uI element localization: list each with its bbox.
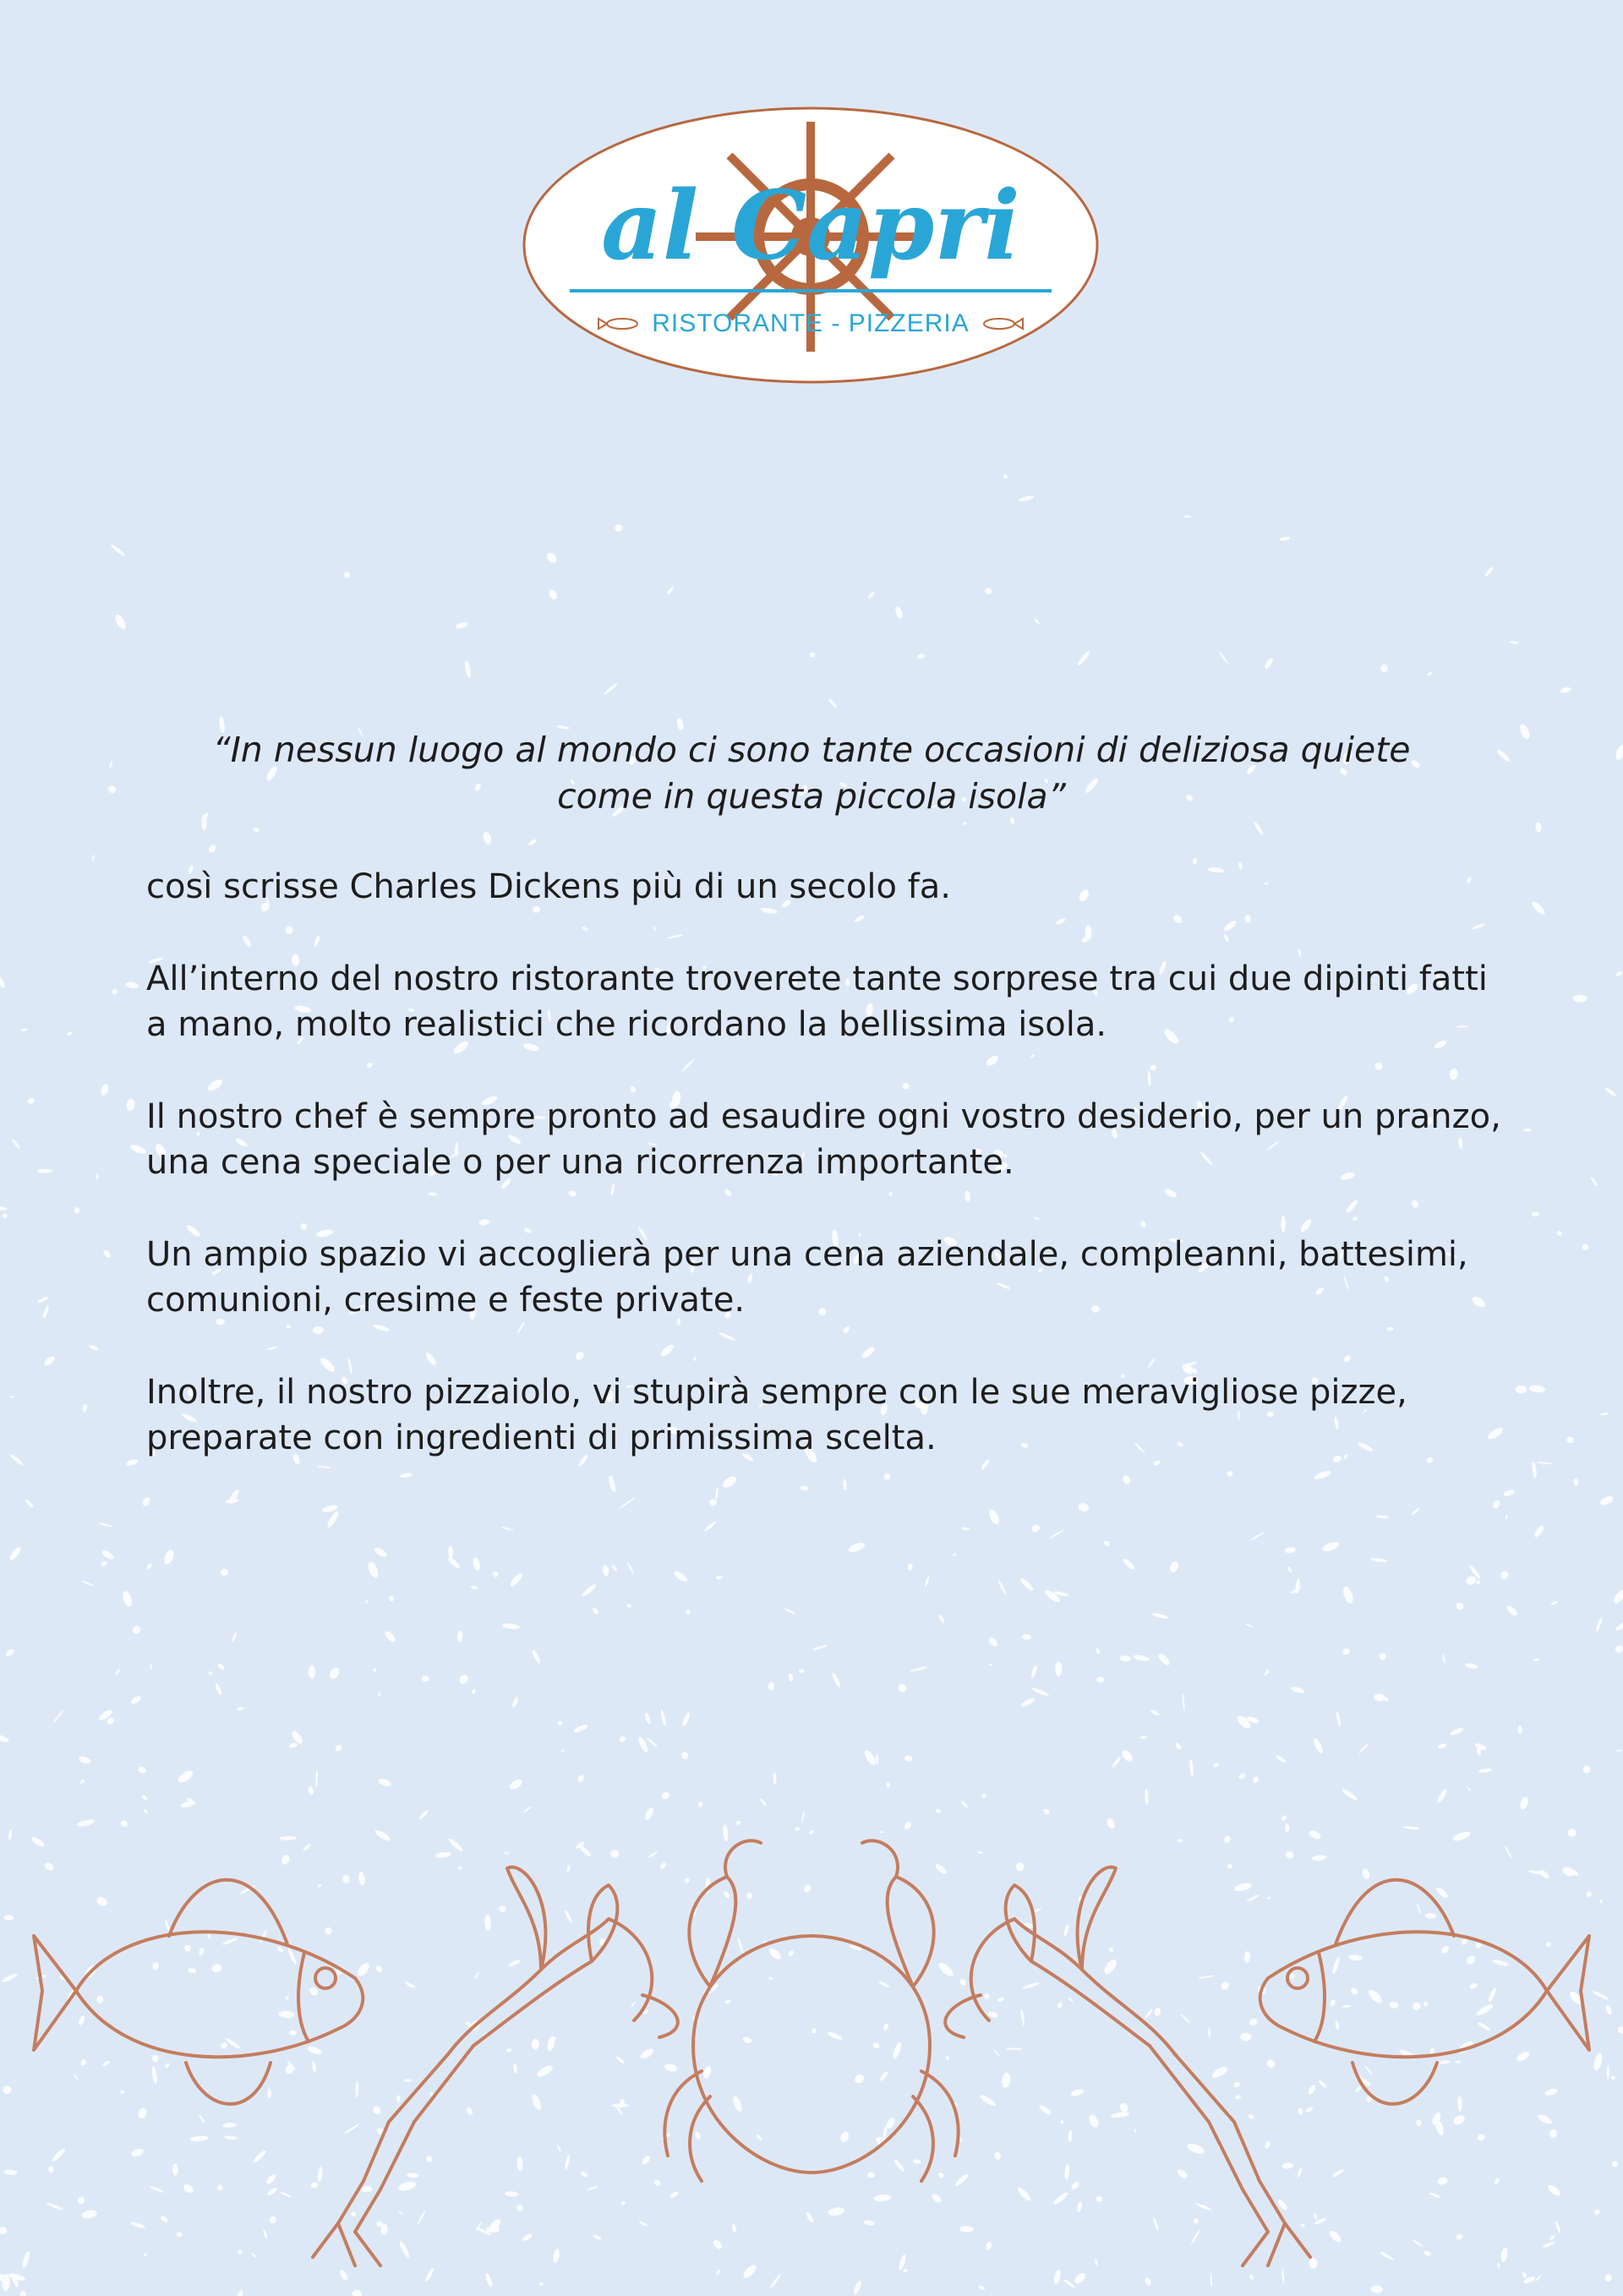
- paragraph: All’interno del nostro ristorante troverete tante sorprese tra cui due dipinti fatti a mano, molto realistici che ricordano la bellissima isola.: [146, 959, 1488, 1044]
- paragraph: Il nostro chef è sempre pronto ad esaudire ogni vostro desiderio, per un pranzo, una cena speciale o per una ricorrenza importante.: [146, 1097, 1501, 1182]
- intro-text: [146, 864, 1516, 1507]
- paragraph: così scrisse Charles Dickens più di un secolo fa.: [146, 867, 951, 906]
- seafood-border: [0, 1818, 1623, 2296]
- fish-icon: [34, 1880, 363, 2104]
- crab-icon: [664, 1840, 958, 2181]
- paragraph: Un ampio spazio vi accoglierà per una cena aziendale, compleanni, battesimi, comunioni, cresime e feste private.: [146, 1235, 1468, 1320]
- quote-line: come in questa piccola isola”: [557, 776, 1066, 817]
- logo-tagline: RISTORANTE - PIZZERIA: [652, 309, 970, 337]
- quote-line: “In nessun luogo al mondo ci sono tante occasioni di deliziosa quiete: [212, 730, 1411, 770]
- lobster-icon: [945, 1867, 1310, 2266]
- dickens-quote: [135, 727, 1488, 820]
- fish-icon: [1260, 1880, 1589, 2104]
- lobster-icon: [313, 1867, 678, 2266]
- logo-brand-text: al Capri: [601, 171, 1020, 282]
- restaurant-logo: [521, 105, 1101, 385]
- paragraph: Inoltre, il nostro pizzaiolo, vi stupirà sempre con le sue meravigliose pizze, preparate con ingredienti di primissima scelta.: [146, 1373, 1407, 1457]
